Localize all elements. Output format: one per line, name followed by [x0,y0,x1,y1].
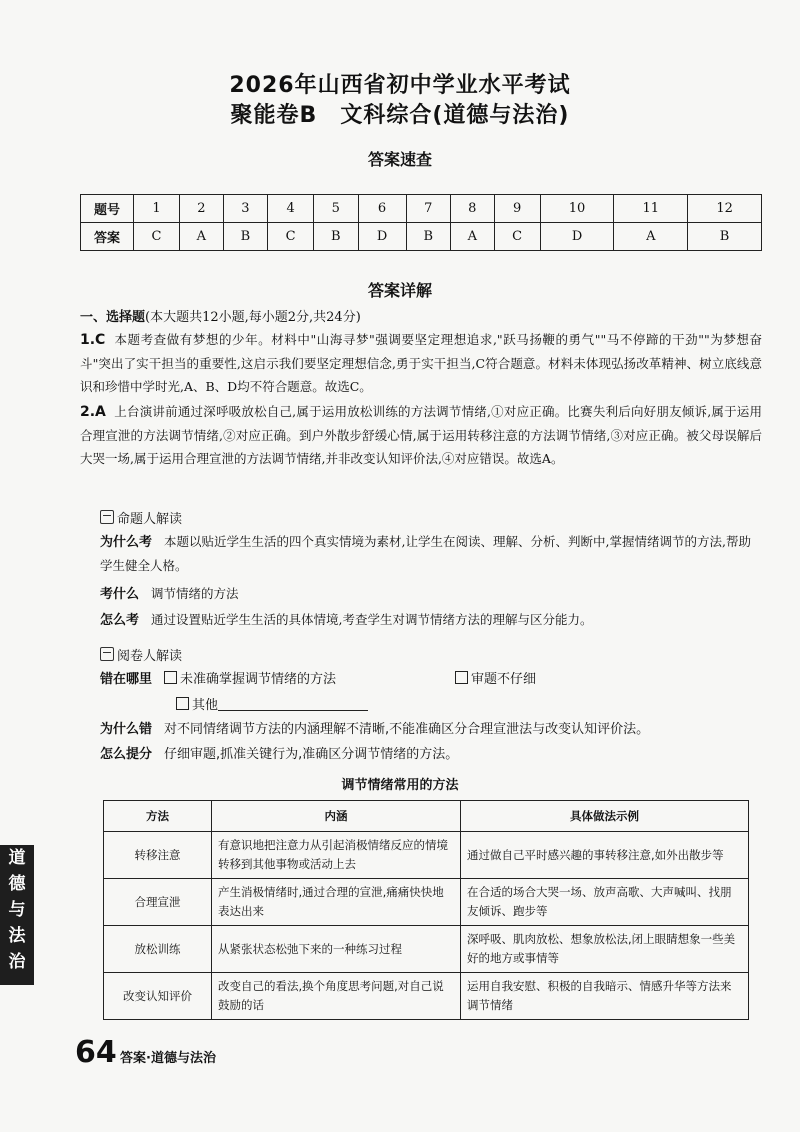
method-name: 改变认知评价 [104,973,212,1020]
question-number: 3 [223,195,267,223]
method-example: 深呼吸、肌肉放松、想象放松法,闭上眼睛想象一些美好的地方或事情等 [461,926,749,973]
method-example: 通过做自己平时感兴趣的事转移注意,如外出散步等 [461,832,749,879]
question-number: 11 [614,195,688,223]
checkbox[interactable] [164,671,177,684]
side-tab-char: 法 [8,926,26,946]
grader-badge [100,645,182,664]
page-number: 64 [75,1035,117,1070]
question-number: 9 [494,195,540,223]
question-number: 1 [134,195,180,223]
answer-cell: B [688,223,762,251]
grader-why-row [100,718,762,741]
table-row [104,879,749,926]
grader-badge-label: 阅卷人解读 [117,649,183,664]
option-method: 未准确掌握调节情绪的方法 [180,672,337,687]
checkbox[interactable] [455,671,468,684]
header-meaning: 内涵 [212,801,461,832]
question-number: 4 [268,195,314,223]
question-2-number: 2.A [80,404,106,420]
option-other: 其他 [192,698,219,713]
methods-table-title: 调节情绪常用的方法 [341,778,459,793]
table-row [104,832,749,879]
grader-option-other [176,694,368,717]
answer-cell: C [134,223,180,251]
section-note: (本大题共12小题,每小题2分,共24分) [145,310,361,325]
setter-how-label: 怎么考 [100,613,140,628]
question-number: 12 [688,195,762,223]
method-name: 放松训练 [104,926,212,973]
methods-table [103,800,749,1020]
grader-fix-row [100,743,762,766]
setter-what-row [100,582,762,606]
method-meaning: 改变自己的看法,换个角度思考问题,对自己说鼓励的话 [212,973,461,1020]
answer-row-label: 答案 [81,223,134,251]
grader-why-label: 为什么错 [100,722,153,737]
answer-cell: B [406,223,450,251]
grader-fix-label: 怎么提分 [100,747,153,762]
answer-cell: B [223,223,267,251]
header-method: 方法 [104,801,212,832]
setter-badge-label: 命题人解读 [117,512,183,527]
answer-cell: C [494,223,540,251]
method-meaning: 产生消极情绪时,通过合理的宣泄,痛痛快快地表达出来 [212,879,461,926]
setter-how-row [100,608,762,632]
answer-cell: C [268,223,314,251]
setter-what-text: 调节情绪的方法 [151,586,239,601]
setter-why-row [100,530,762,577]
header-example: 具体做法示例 [461,801,749,832]
question-1-number: 1.C [80,332,106,348]
answer-cell: D [358,223,406,251]
section-heading [80,306,361,325]
note-icon [100,647,114,661]
answer-cell: B [314,223,358,251]
side-tab-char: 与 [8,900,26,920]
setter-how-text: 通过设置贴近学生生活的具体情境,考查学生对调节情绪方法的理解与区分能力。 [151,612,593,627]
footer-label: 答案·道德与法治 [120,1051,216,1066]
answer-cell: D [540,223,614,251]
method-meaning: 从紧张状态松弛下来的一种练习过程 [212,926,461,973]
answer-cell: A [450,223,494,251]
question-number: 7 [406,195,450,223]
answer-table [80,194,762,251]
answer-cell: A [614,223,688,251]
exam-title: 2026年山西省初中学业水平考试 [229,73,571,98]
setter-why-text: 本题以贴近学生生活的四个真实情境为素材,让学生在阅读、理解、分析、判断中,掌握情绪调节的方法,帮助学生健全人格。 [100,534,751,573]
option-careless: 审题不仔细 [471,672,537,687]
setter-what-label: 考什么 [100,587,140,602]
answer-table-answer-row [81,223,762,251]
table-row [104,926,749,973]
question-1-text: 本题考查做有梦想的少年。材料中"山海寻梦"强调要坚定理想追求,"跃马扬鞭的勇气""马不停蹄的干劲""为梦想奋斗"突出了实干担当的重要性,这启示我们要坚定理想信念,勇于实干担当,C符合题意。材料未体现弘扬改革精神、树立底线意识和珍惜中学时光,A、B、D均不符合题意。故选C。 [80,332,762,394]
method-meaning: 有意识地把注意力从引起消极情绪反应的情境转移到其他事物或活动上去 [212,832,461,879]
grader-option-careless [455,668,536,691]
method-example: 运用自我安慰、积极的自我暗示、情感升华等方法来调节情绪 [461,973,749,1020]
question-2-explanation [80,400,762,470]
grader-why-text: 对不同情绪调节方法的内涵理解不清晰,不能准确区分合理宣泄法与改变认知评价法。 [164,722,650,737]
note-icon [100,510,114,524]
setter-why-label: 为什么考 [100,535,153,550]
quick-answers-heading: 答案速查 [367,150,432,169]
method-name: 合理宣泄 [104,879,212,926]
grader-where-row [100,668,762,691]
answer-table-number-row [81,195,762,223]
question-number: 10 [540,195,614,223]
question-1-explanation [80,328,762,398]
method-name: 转移注意 [104,832,212,879]
question-number: 2 [180,195,224,223]
side-tab-char: 德 [8,874,26,894]
grader-fix-text: 仔细审题,抓准关键行为,准确区分调节情绪的方法。 [164,747,459,762]
detail-heading: 答案详解 [367,281,432,300]
setter-badge [100,508,182,527]
fill-in-line [218,698,368,711]
side-tab-char: 道 [8,848,26,868]
question-number: 5 [314,195,358,223]
method-example: 在合适的场合大哭一场、放声高歌、大声喊叫、找朋友倾诉、跑步等 [461,879,749,926]
checkbox[interactable] [176,697,189,710]
question-number: 8 [450,195,494,223]
grader-where-label: 错在哪里 [100,672,153,687]
subject-side-tab [0,845,34,985]
methods-table-header [104,801,749,832]
question-2-text: 上台演讲前通过深呼吸放松自己,属于运用放松训练的方法调节情绪,①对应正确。比赛失利后向好朋友倾诉,属于运用合理宣泄的方法调节情绪,②对应正确。到户外散步舒缓心情,属于运用转移注意的方法调节情绪,③对应正确。被父母误解后大哭一场,属于运用合理宣泄的方法调节情绪,并非改变认知评价法,④对应错误。故选A。 [80,404,762,466]
table-row [104,973,749,1020]
question-number: 6 [358,195,406,223]
side-tab-char: 治 [8,952,26,972]
answer-cell: A [180,223,224,251]
exam-subtitle: 聚能卷B 文科综合(道德与法治) [230,103,570,128]
section-title: 一、选择题 [80,310,146,325]
number-row-label: 题号 [81,195,134,223]
